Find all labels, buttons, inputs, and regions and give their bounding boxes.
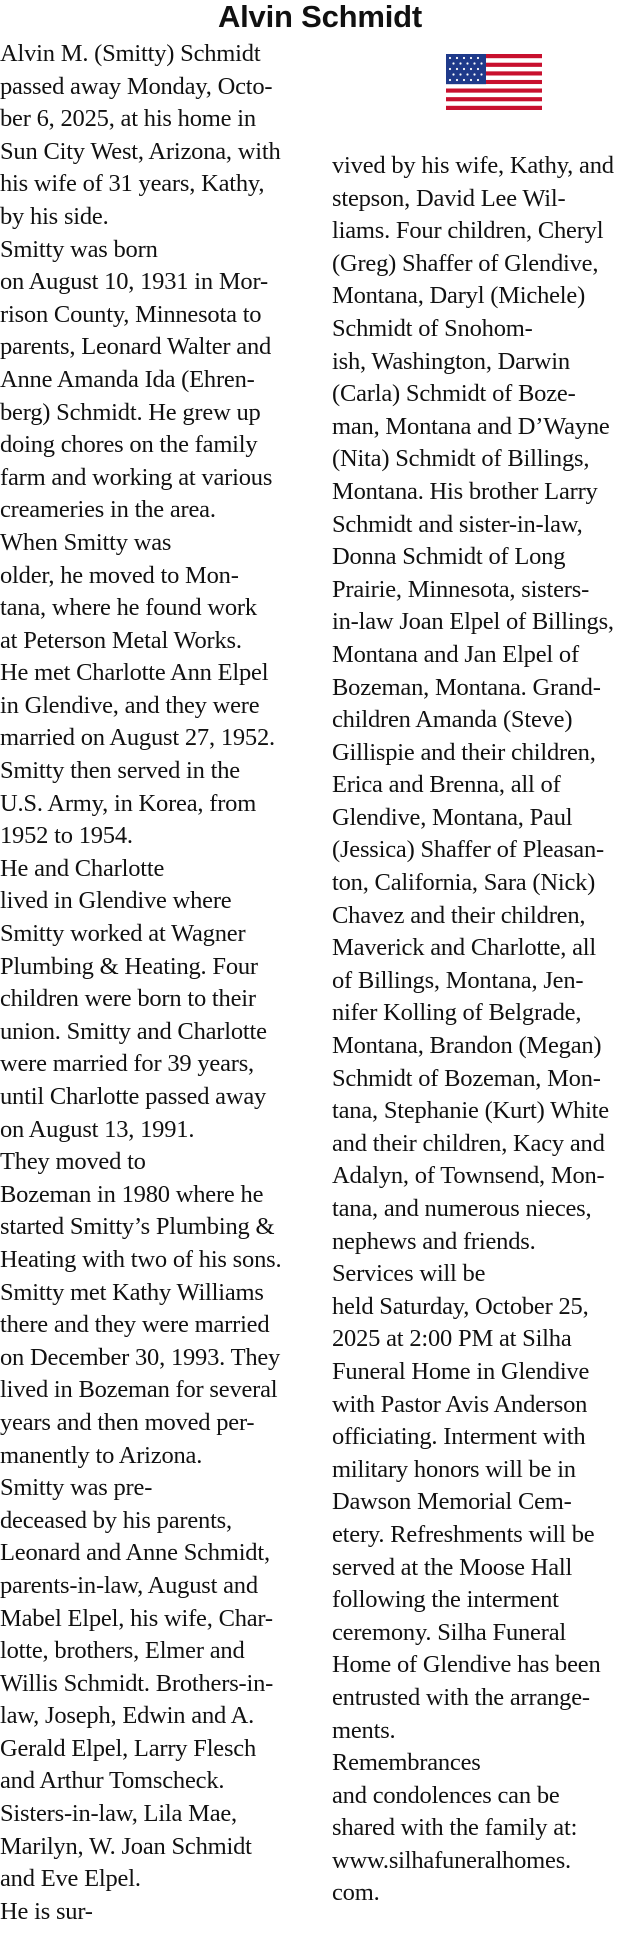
us-flag-icon <box>446 54 542 110</box>
paragraph-bozeman: They moved to Bozeman in 1980 where he started Smitty’s Plumbing & Heating with two of his sons. Smitty met Kathy Williams there and they were married on December 30, 1993. They lived in Bozeman for several years and then moved per- manently to Arizona. <box>0 1148 282 1469</box>
paragraph-death-notice: Alvin M. (Smitty) Schmidt passed away Monday, Octo- ber 6, 2025, at his home in Sun City West, Arizona, with his wife of 31 years, Kathy, by his side. <box>0 40 281 230</box>
paragraph-services: Services will be held Saturday, October 25, 2025 at 2:00 PM at Silha Funeral Home in Glendive with Pastor Avis Anderson officiating. Interment with military honors will be in Dawson Memorial Cem- etery. Refreshments will be served at the Moose Hall following the interment ceremony. Silha Funeral Home of Glendive has been entrusted with the arrange- ments. <box>332 1260 601 1744</box>
paragraph-condolences: Remembrances and condolences can be shared with the family at: www.silhafuneralhomes. com. <box>332 1749 578 1907</box>
obituary-title: Alvin Schmidt <box>217 0 423 34</box>
paragraph-birth: Smitty was born on August 10, 1931 in Mor- rison County, Minnesota to parents, Leonard Walter and Anne Amanda Ida (Ehren- berg) Schmidt. He grew up doing chores on the family farm and working at various creameries in the area. <box>0 235 273 524</box>
obituary-left-column <box>0 38 318 1928</box>
paragraph-glendive: He and Charlotte lived in Glendive where Smitty worked at Wagner Plumbing & Heating. Four children were born to their union. Smitty and Charlotte were married for 39 years, until Charlotte passed away on August 13, 1991. <box>0 854 267 1143</box>
flag-canton <box>446 54 486 84</box>
paragraph-predeceased: Smitty was pre- deceased by his parents, Leonard and Anne Schmidt, parents-in-law, August and Mabel Elpel, his wife, Char- lotte, brothers, Elmer and Willis Schmidt. Brothers-in- law, Joseph, Edwin and A. Gerald Elpel, Larry Flesch and Arthur Tomscheck. Sisters-in-law, Lila Mae, Marilyn, W. Joan Schmidt and Eve Elpel. <box>0 1474 274 1893</box>
obituary-right-column <box>332 150 640 1910</box>
paragraph-montana-marriage: When Smitty was older, he moved to Mon- tana, where he found work at Peterson Metal Works. He met Charlotte Ann Elpel in Glendive, and they were married on August 27, 1952. Smitty then served in the U.S. Army, in Korea, from 1952 to 1954. <box>0 528 275 850</box>
paragraph-survivors: vived by his wife, Kathy, and stepson, David Lee Wil- liams. Four children, Cheryl (Greg) Shaffer of Glendive, Montana, Daryl (Michele) Schmidt of Snohom- ish, Washington, Darwin (Carla) Schmidt of Boze- man, Montana and D’Wayne (Nita) Schmidt of Billings, Montana. His brother Larry Schmidt and sister-in-law, Donna Schmidt of Long Prairie, Minnesota, sisters- in-law Joan Elpel of Billings, Montana and Jan Elpel of Bozeman, Montana. Grand- children Amanda (Steve) Gillispie and their children, Erica and Brenna, all of Glendive, Montana, Paul (Jessica) Shaffer of Pleasan- ton, California, Sara (Nick) Chavez and their children, Maverick and Charlotte, all of Billings, Montana, Jen- nifer Kolling of Belgrade, Montana, Brandon (Megan) Schmidt of Bozeman, Mon- tana, Stephanie (Kurt) White and their children, Kacy and Adalyn, of Townsend, Mon- tana, and numerous nieces, nephews and friends. <box>332 152 614 1255</box>
paragraph-survived-start: He is sur- <box>0 1897 93 1925</box>
